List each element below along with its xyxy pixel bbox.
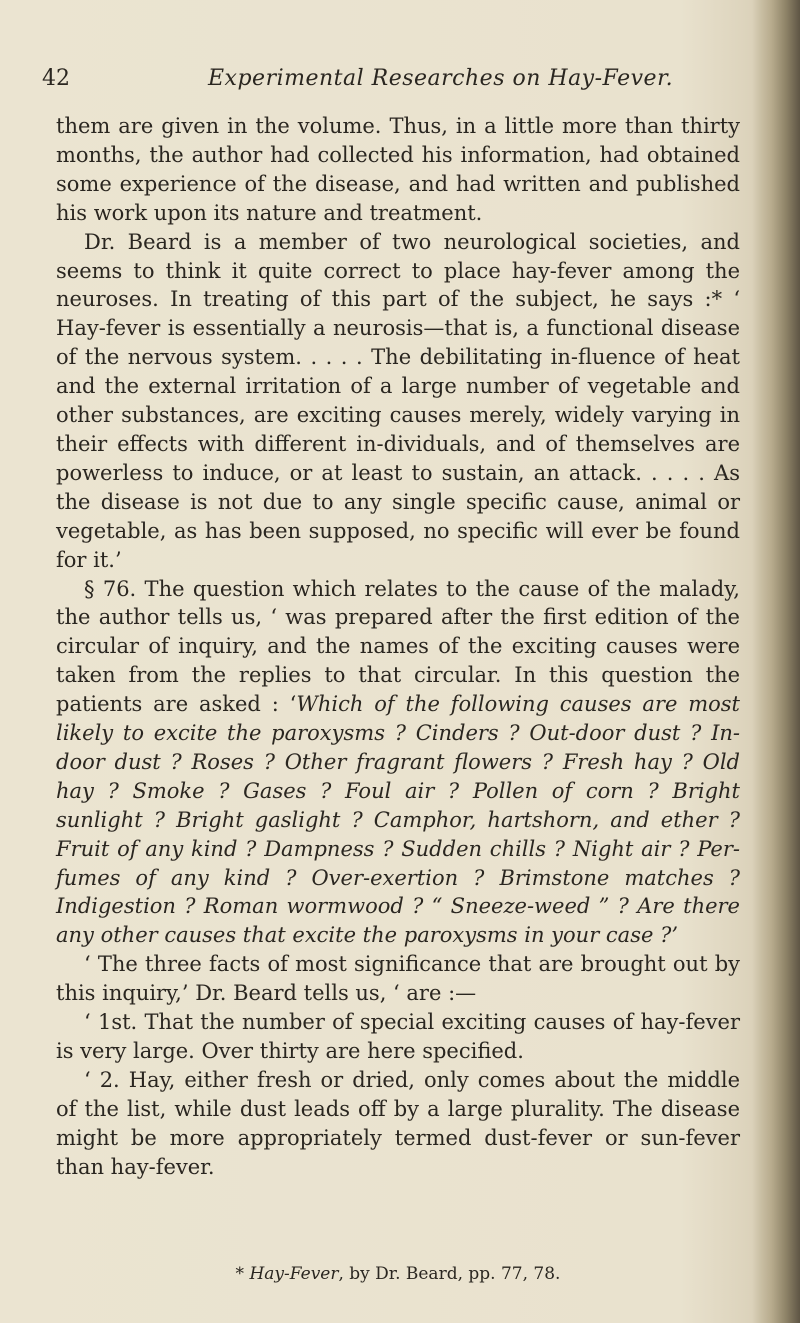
running-title: Experimental Researches on Hay-Fever. (208, 66, 674, 91)
paragraph: ‘ The three facts of most significance that are brought out by this inquiry,’ Dr. Beard tells us, ‘ are :— (56, 952, 740, 1006)
paragraph: ‘ 1st. That the number of special exciting causes of hay-fever is very large. Over thirty are here specified. (56, 1010, 740, 1063)
footnote-citation: , by Dr. Beard, pp. 77, 78. (338, 1264, 561, 1284)
questionnaire-text: Which of the following causes are most likely to excite the paroxysms ? Cinders ? Out-door dust ? In-door dust ? Roses ? Other fragrant flowers ? Fresh hay ? Old hay ? Smoke ? Gases ? Foul air ? Pollen of corn ? Bright sunlight ? Bright gaslight ? Camphor, hartshorn, and ether ? Fruit of any kind ? Dampness ? Sudden chills ? Night air ? Per-fumes of any kind ? Over-exertion ? Brimstone matches ? Indigestion ? Roman wormwood ? “ Sneeze-weed ” ? Are there any other causes that excite the paroxysms in your case ?’ (56, 692, 741, 948)
footnote-marker: * (235, 1264, 250, 1284)
body-text (56, 112, 740, 1182)
page-edge-shadow (752, 0, 800, 1323)
footnote (56, 1264, 740, 1284)
page-header (42, 66, 742, 102)
footnote-title: Hay-Fever (249, 1264, 339, 1284)
paragraph-section-76 (56, 575, 740, 951)
section-text: § 76. The question which relates to the cause of the malady, the author tells us, ‘ was prepared after the first edition of the circular of inquiry, and the names of the exciting causes were taken from the replies to that circular. In this question the patients are asked : ‘ (56, 576, 740, 717)
paragraph: ‘ 2. Hay, either fresh or dried, only comes about the middle of the list, while dust leads off by a large plurality. The disease might be more appropriately termed dust-fever or sun-fever than hay-fever. (56, 1067, 740, 1179)
paragraph: them are given in the volume. Thus, in a little more than thirty months, the author had collected his information, had obtained some experience of the disease, and had written and published his work upon its nature and treatment. (56, 114, 740, 225)
page-number: 42 (42, 66, 70, 91)
paragraph: Dr. Beard is a member of two neurological societies, and seems to think it quite correct to place hay-fever among the neuroses. In treating of this part of the subject, he says :* ‘ Hay-fever is essentially a neurosis—that is, a functional disease of the nervous system. . . . . The debilitating in-fluence of heat and the external irritation of a large number of vegetable and other substances, are exciting causes merely, widely varying in their effects with different in-dividuals, and of themselves are powerless to induce, or at least to sustain, an attack. . . . . As the disease is not due to any single specific cause, animal or vegetable, as has been supposed, no specific will ever be found for it.’ (56, 229, 740, 572)
